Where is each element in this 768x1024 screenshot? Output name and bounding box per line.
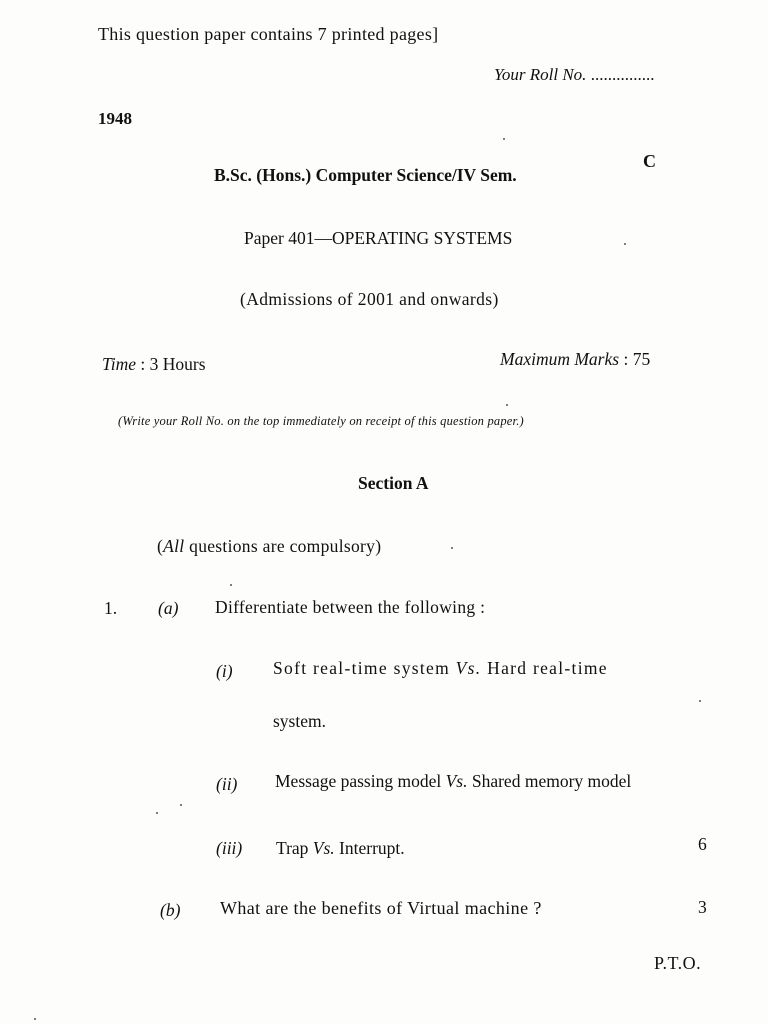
scan-speck [180,804,182,806]
subpart-i-vs: Vs. [455,658,482,678]
roll-number-label: Your Roll No. [494,65,587,84]
part-b-label: (b) [160,900,181,920]
section-note [157,538,381,556]
admissions-note: (Admissions of 2001 and onwards) [240,289,499,309]
max-marks-value: 75 [632,349,651,369]
paper-set: C [643,151,656,171]
time-colon: : [140,354,146,374]
question-number: 1. [104,598,118,618]
subpart-iii-vs: Vs. [312,838,335,858]
subpart-iii-text-after: Interrupt. [334,838,405,858]
subpart-i-label: (i) [216,661,233,681]
paper-title: Paper 401—OPERATING SYSTEMS [244,228,513,248]
subpart-i-continuation: system. [273,711,326,731]
roll-number-instruction: (Write your Roll No. on the top immediately on receipt of this question paper.) [118,414,524,428]
paper-code: 1948 [98,109,132,128]
part-a-marks: 6 [698,834,707,854]
scan-speck [156,812,158,814]
subpart-ii-label: (ii) [216,774,238,794]
maximum-marks [500,351,650,369]
part-b-marks: 3 [698,897,707,917]
subpart-ii-text-before: Message passing model [275,771,446,791]
pages-note: This question paper contains 7 printed pages] [98,24,439,44]
time-value: 3 Hours [149,354,206,374]
scan-speck [34,1018,36,1020]
subpart-i-text-after: Hard real-time [481,658,608,678]
time-allowed [102,356,206,374]
subpart-ii-text-after: Shared memory model [467,771,632,791]
time-label: Time [102,354,137,374]
subpart-ii-vs: Vs. [445,771,468,791]
scan-speck [230,584,232,586]
roll-number-field [494,66,654,83]
section-title: Section A [358,473,429,493]
section-note-open: ( [157,536,164,556]
roll-number-blank: ............... [590,65,655,84]
please-turn-over: P.T.O. [654,953,702,973]
scan-speck [624,243,626,245]
section-note-rest: questions are compulsory) [184,536,382,556]
part-b-text: What are the benefits of Virtual machine ? [220,898,542,918]
subpart-ii-text [275,773,631,791]
subpart-iii-label: (iii) [216,838,243,858]
subpart-iii-text-before: Trap [276,838,313,858]
part-a-text: Differentiate between the following : [215,597,486,617]
course-title: B.Sc. (Hons.) Computer Science/IV Sem. [214,165,517,185]
max-marks-colon: : [623,349,629,369]
scan-speck [451,547,453,549]
scan-speck [503,138,505,140]
scan-speck [699,700,701,702]
subpart-iii-text [276,840,405,858]
scan-speck [506,404,508,406]
part-a-label: (a) [158,598,179,618]
max-marks-label: Maximum Marks [500,349,620,369]
subpart-i-text-before: Soft real-time system [273,658,456,678]
subpart-i-text [273,660,608,678]
section-note-all: All [163,536,185,556]
